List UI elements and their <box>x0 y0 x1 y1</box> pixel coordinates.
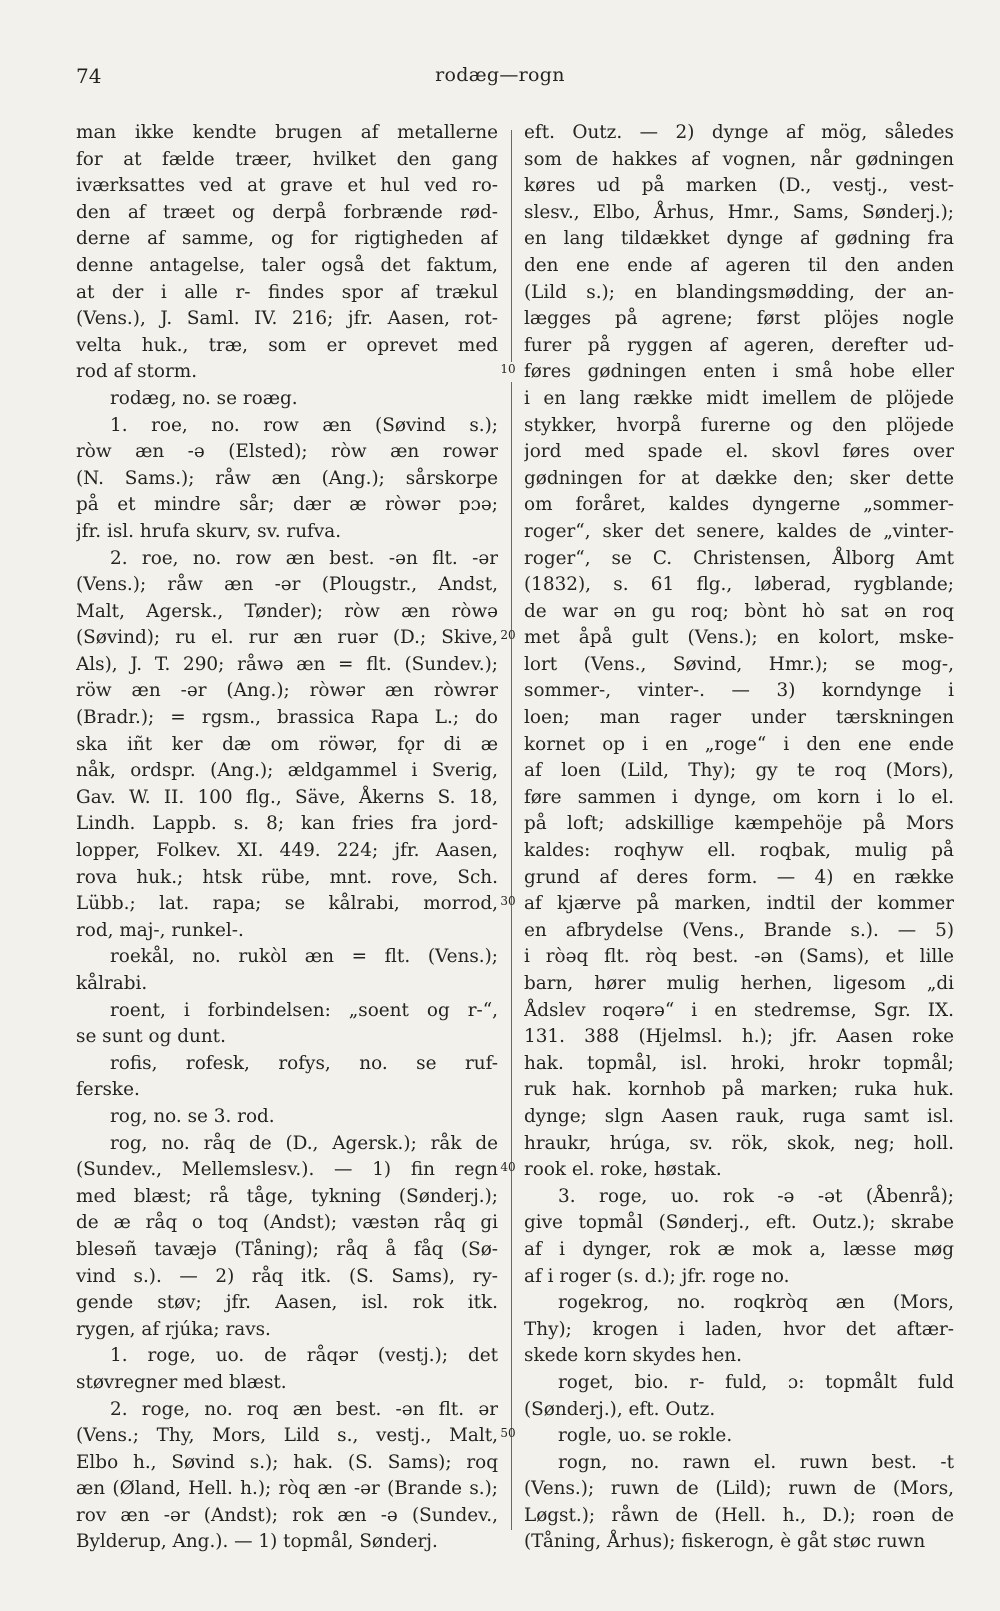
text-line: roger“, se C. Christensen, Ålborg Amt <box>524 547 954 569</box>
text-line: hak. topmål, isl. hroki, hrokr topmål; <box>524 1052 954 1074</box>
text-line: Bylderup, Ang.). — 1) topmål, Sønderj. <box>76 1531 438 1553</box>
text-line: Elbo h., Søvind s.); hak. (S. Sams); roq <box>76 1451 498 1473</box>
text-line: af loen (Lild, Thy); gy te roq (Mors), <box>524 760 954 782</box>
running-head: rodæg—rogn <box>435 64 565 86</box>
text-line: rog, no. råq de (D., Agersk.); råk de <box>110 1132 498 1154</box>
text-line: röw æn -ər (Ang.); ròwər æn ròwrər <box>76 680 498 702</box>
text-line: 3. roge, uo. rok -ə -ət (Åbenrå); <box>558 1185 954 1207</box>
text-line: give topmål (Sønderj., eft. Outz.); skrabe <box>524 1212 954 1234</box>
text-line: rogekrog, no. roqkròq æn (Mors, <box>558 1292 954 1314</box>
text-line: lægges på agrene; først plöjes nogle <box>524 308 954 330</box>
line-marker-10: 10 <box>500 362 516 376</box>
text-line: for at fælde træer, hvilket den gang <box>76 148 498 170</box>
text-line: af i roger (s. d.); jfr. roge no. <box>524 1265 790 1287</box>
text-line: (Lild s.); en blandingsmødding, der an- <box>524 281 954 303</box>
text-line: med blæst; rå tåge, tykning (Sønderj.); <box>76 1185 498 1207</box>
text-line: ferske. <box>76 1079 140 1101</box>
text-line: rogn, no. rawn el. ruwn best. -t <box>558 1451 954 1473</box>
text-line: gende støv; jfr. Aasen, isl. rok itk. <box>76 1292 498 1314</box>
text-line: rod, maj-, runkel-. <box>76 919 244 941</box>
line-marker-50: 50 <box>500 1426 516 1440</box>
text-line: føre sammen i dynge, om korn i lo el. <box>524 786 954 808</box>
text-line: Lübb.; lat. rapa; se kålrabi, morrod, <box>76 893 498 915</box>
text-line: de æ råq o toq (Andst); væstən råq gi <box>76 1212 498 1234</box>
text-line: på et mindre sår; dær æ ròwər pɔə; <box>76 494 498 516</box>
text-line: på loft; adskillige kæmpehöje på Mors <box>524 813 954 835</box>
text-line: iværksattes ved at grave et hul ved ro- <box>76 175 498 197</box>
text-line: roekål, no. rukòl æn = flt. (Vens.); <box>110 946 498 968</box>
text-line: skede korn skydes hen. <box>524 1345 742 1367</box>
text-line: 1. roge, uo. de råqər (vestj.); det <box>110 1345 498 1367</box>
text-line: met åpå gult (Vens.); en kolort, mske- <box>524 627 954 649</box>
text-line: velta huk., træ, som er oprevet med <box>76 334 498 356</box>
text-line: at der i alle r- findes spor af trækul <box>76 281 498 303</box>
text-line: æn (Øland, Hell. h.); ròq æn -ər (Brande s.); <box>76 1478 498 1500</box>
text-line: rodæg, no. se roæg. <box>110 387 298 409</box>
text-line: hraukr, hrúga, sv. rök, skok, neg; holl. <box>524 1132 954 1154</box>
text-line: kålrabi. <box>76 973 148 994</box>
text-line: (Vens.; Thy, Mors, Lild s., vestj., Malt, <box>76 1425 498 1447</box>
left-column <box>76 120 498 1556</box>
text-line: rook el. roke, høstak. <box>524 1159 722 1181</box>
text-line: Malt, Agersk., Tønder); ròw æn ròwə <box>76 600 498 622</box>
text-line: nåk, ordspr. (Ang.); ældgammel i Sverig, <box>76 760 498 782</box>
text-line: af kjærve på marken, indtil der kommer <box>524 893 954 915</box>
text-line: rofis, rofesk, rofys, no. se ruf- <box>110 1052 498 1074</box>
text-line: (1832), s. 61 flg., løberad, rygblande; <box>524 574 954 596</box>
text-line: (N. Sams.); råw æn (Ang.); sårskorpe <box>76 467 498 489</box>
text-line: den af træet og derpå forbrænde rød- <box>76 201 498 223</box>
text-line: roger“, sker det senere, kaldes de „vinter- <box>524 520 954 542</box>
text-line: Als), J. T. 290; råwə æn = flt. (Sundev.); <box>76 653 498 675</box>
text-line: 131. 388 (Hjelmsl. h.); jfr. Aasen roke <box>524 1026 954 1048</box>
text-line: Thy); krogen i laden, hvor det aftær- <box>524 1318 954 1340</box>
text-line: støvregner med blæst. <box>76 1371 287 1393</box>
text-line: (Vens.); råw æn -ər (Plougstr., Andst, <box>76 574 498 596</box>
text-line: om foråret, kaldes dyngerne „sommer- <box>524 494 954 516</box>
text-line: en afbrydelse (Vens., Brande s.). — 5) <box>524 919 954 941</box>
text-line: rogle, uo. se rokle. <box>558 1425 733 1447</box>
text-line: eft. Outz. — 2) dynge af mög, således <box>524 122 954 143</box>
text-line: en lang tildækket dynge af gødning fra <box>524 228 954 250</box>
text-line: (Vens.), J. Saml. IV. 216; jfr. Aasen, rot- <box>76 308 498 330</box>
text-line: Gav. W. II. 100 flg., Säve, Åkerns S. 18, <box>76 786 498 808</box>
text-line: dynge; slgn Aasen rauk, ruga samt isl. <box>524 1105 954 1127</box>
text-line: rov æn -ər (Andst); rok æn -ə (Sundev., <box>76 1504 498 1526</box>
text-line: se sunt og dunt. <box>76 1026 226 1048</box>
text-line: Lindh. Lappb. s. 8; kan fries fra jord- <box>76 813 498 835</box>
text-line: roent, i forbindelsen: „soent og r-“, <box>110 999 498 1021</box>
text-line: kaldes: roqhyw ell. roqbak, mulig på <box>524 840 954 862</box>
text-line: 1. roe, no. row æn (Søvind s.); <box>110 414 498 436</box>
line-marker-20: 20 <box>500 628 516 642</box>
text-line: lopper, Folkev. XI. 449. 224; jfr. Aasen, <box>76 840 498 862</box>
text-line: 2. roe, no. row æn best. -ən flt. -ər <box>110 547 498 569</box>
column-rule <box>511 382 512 1530</box>
text-line: roget, bio. r- fuld, ɔ: topmålt fuld <box>558 1371 954 1393</box>
text-line: ruk hak. kornhob på marken; ruka huk. <box>524 1079 954 1101</box>
text-line: som de hakkes af vognen, når gødningen <box>524 148 954 170</box>
text-line: rova huk.; htsk rübe, mnt. rove, Sch. <box>76 866 498 888</box>
text-line: Ådslev roqərə“ i en stedremse, Sgr. IX. <box>524 999 954 1021</box>
text-line: rod af storm. <box>76 361 198 383</box>
text-line: 2. roge, no. roq æn best. -ən flt. ər <box>110 1398 498 1420</box>
text-line: slesv., Elbo, Århus, Hmr., Sams, Sønderj.); <box>524 201 954 223</box>
text-line: i ròəq flt. ròq best. -ən (Sams), et lille <box>524 946 954 968</box>
line-marker-40: 40 <box>500 1160 516 1174</box>
text-line: ska iñt ker dæ om röwər, fǫr di æ <box>76 733 498 755</box>
column-rule-top <box>511 130 512 362</box>
text-line: stykker, hvorpå furerne og den plöjede <box>524 414 954 436</box>
text-line: rygen, af rjúka; ravs. <box>76 1318 271 1340</box>
text-line: Løgst.); råwn de (Hell. h., D.); roən de <box>524 1504 954 1526</box>
text-line: sommer-, vinter-. — 3) korndynge i <box>524 680 954 702</box>
text-line: (Bradr.); = rgsm., brassica Rapa L.; do <box>76 707 498 729</box>
text-line: ròw æn -ə (Elsted); ròw æn rowər <box>76 441 498 463</box>
page-number: 74 <box>76 64 102 88</box>
text-line: gødningen for at dække den; sker dette <box>524 467 954 489</box>
text-line: derne af samme, og for rigtigheden af <box>76 228 498 250</box>
text-line: køres ud på marken (D., vestj., vest- <box>524 175 954 197</box>
text-line: vind s.). — 2) råq itk. (S. Sams), ry- <box>76 1265 498 1287</box>
text-line: denne antagelse, taler også det faktum, <box>76 254 498 276</box>
text-line: af i dynger, rok æ mok a, læsse møg <box>524 1238 954 1260</box>
line-marker-30: 30 <box>500 894 516 908</box>
text-line: (Sønderj.), eft. Outz. <box>524 1398 716 1420</box>
text-line: rog, no. se 3. rod. <box>110 1105 275 1127</box>
text-line: grund af deres form. — 4) en række <box>524 866 954 888</box>
text-line: (Vens.); ruwn de (Lild); ruwn de (Mors, <box>524 1478 954 1500</box>
text-line: de war ən gu roq; bònt hò sat ən roq <box>524 600 954 622</box>
right-column <box>524 120 954 1556</box>
text-line: jfr. isl. hrufa skurv, sv. rufva. <box>76 520 342 542</box>
text-line: kornet op i en „roge“ i den ene ende <box>524 733 954 755</box>
text-line: den ene ende af ageren til den anden <box>524 254 954 276</box>
text-line: loen; man rager under tærskningen <box>524 707 954 729</box>
text-line: barn, hører mulig herhen, ligesom „di <box>524 973 954 994</box>
text-line: (Sundev., Mellemslesv.). — 1) fin regn <box>76 1159 498 1181</box>
text-line: (Søvind); ru el. rur æn ruər (D.; Skive, <box>76 627 498 649</box>
text-line: man ikke kendte brugen af metallerne <box>76 122 498 143</box>
text-line: (Tåning, Århus); fiskerogn, è gåt støc ruwn <box>524 1531 926 1553</box>
text-line: lort (Vens., Søvind, Hmr.); se mog-, <box>524 653 954 675</box>
text-line: jord med spade el. skovl føres over <box>524 441 954 463</box>
text-line: furer på ryggen af ageren, derefter ud- <box>524 334 954 356</box>
text-line: blesəñ tavæjə (Tåning); råq å fåq (Sø- <box>76 1238 498 1260</box>
text-line: føres gødningen enten i små hobe eller <box>524 361 954 383</box>
text-line: i en lang række midt imellem de plöjede <box>524 387 954 409</box>
